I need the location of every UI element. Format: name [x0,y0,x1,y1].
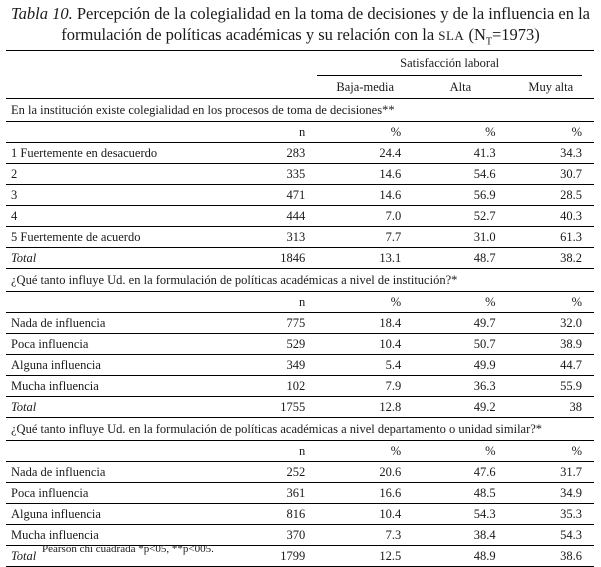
cell-alta: 31.0 [413,227,507,248]
cell-alta: 52.7 [413,206,507,227]
table-row [6,227,594,248]
col-header-baja-media: Baja-media [336,80,395,94]
cell-alta: 54.6 [413,164,507,185]
cell-alta: 49.9 [413,355,507,376]
cell-baja-media: 7.9 [317,376,413,397]
cell-alta: 47.6 [413,462,507,483]
cell-muy-alta: 34.9 [508,483,594,504]
cell-muy-alta: 38.9 [508,334,594,355]
table-row [6,206,594,227]
units-row [6,441,594,462]
row-label: Alguna influencia [6,355,236,376]
row-label: Mucha influencia [6,525,236,546]
row-label: Nada de influencia [6,462,236,483]
cell-baja-media: 10.4 [317,504,413,525]
cell-baja-media: 12.5 [317,546,413,567]
section-title-row [6,99,594,122]
data-table [6,50,594,567]
unit-label: n [236,441,317,462]
row-label: Poca influencia [6,483,236,504]
cell-n: 529 [236,334,317,355]
units-row [6,122,594,143]
row-label: Nada de influencia [6,313,236,334]
cell-n: 349 [236,355,317,376]
cell-baja-media: 5.4 [317,355,413,376]
unit-label: % [508,292,594,313]
header-group-row [6,51,594,77]
row-label: Mucha influencia [6,376,236,397]
row-label: 4 [6,206,236,227]
total-row [6,397,594,418]
cell-n: 370 [236,525,317,546]
unit-label: % [317,292,413,313]
footnote: Pearson chi cuadrada *p<05, **p<005. [42,543,214,555]
units-row [6,292,594,313]
cell-n: 1755 [236,397,317,418]
section-title-row [6,418,594,441]
table-caption [0,3,601,52]
cell-n: 471 [236,185,317,206]
row-label: Total [6,546,236,567]
caption-sla: SLA [438,28,465,43]
table-row [6,355,594,376]
table-row [6,504,594,525]
cell-alta: 54.3 [413,504,507,525]
cell-baja-media: 7.0 [317,206,413,227]
unit-label: % [508,122,594,143]
cell-n: 1799 [236,546,317,567]
cell-n: 444 [236,206,317,227]
table-row [6,483,594,504]
cell-alta: 50.7 [413,334,507,355]
cell-baja-media: 13.1 [317,248,413,269]
cell-baja-media: 20.6 [317,462,413,483]
col-header-alta: Alta [449,80,472,94]
unit-label: n [236,122,317,143]
cell-muy-alta: 38 [508,397,594,418]
table-row [6,185,594,206]
row-label: Poca influencia [6,334,236,355]
cell-n: 335 [236,164,317,185]
unit-label: % [413,441,507,462]
row-label: Total [6,248,236,269]
cell-muy-alta: 54.3 [508,525,594,546]
row-label: 5 Fuertemente de acuerdo [6,227,236,248]
cell-alta: 56.9 [413,185,507,206]
cell-muy-alta: 40.3 [508,206,594,227]
cell-alta: 48.7 [413,248,507,269]
cell-alta: 49.7 [413,313,507,334]
table-row [6,313,594,334]
cell-n: 283 [236,143,317,164]
table-row [6,164,594,185]
caption-text-1: Percepción de la colegialidad en la toma de decisiones y de la influencia en la [76,4,590,23]
unit-label: % [413,122,507,143]
cell-n: 816 [236,504,317,525]
cell-muy-alta: 35.3 [508,504,594,525]
unit-label: % [317,441,413,462]
caption-line-2 [0,24,601,52]
row-label: 2 [6,164,236,185]
cell-muy-alta: 30.7 [508,164,594,185]
cell-alta: 41.3 [413,143,507,164]
table-row [6,334,594,355]
caption-n-sub: T [485,36,492,48]
cell-n: 252 [236,462,317,483]
section-title-row [6,269,594,292]
cell-baja-media: 7.7 [317,227,413,248]
table-row [6,462,594,483]
cell-baja-media: 24.4 [317,143,413,164]
col-header-muy-alta: Muy alta [528,80,574,94]
caption-text-2: formulación de políticas académicas y su relación con la [61,25,435,44]
cell-muy-alta: 61.3 [508,227,594,248]
cell-alta: 49.2 [413,397,507,418]
cell-alta: 36.3 [413,376,507,397]
unit-label: % [317,122,413,143]
total-row [6,248,594,269]
cell-muy-alta: 38.6 [508,546,594,567]
cell-muy-alta: 31.7 [508,462,594,483]
unit-label: % [508,441,594,462]
cell-muy-alta: 34.3 [508,143,594,164]
cell-n: 775 [236,313,317,334]
caption-n-value: =1973) [491,25,540,44]
section-title: ¿Qué tanto influye Ud. en la formulación de políticas académicas a nivel de institución?* [6,269,594,292]
cell-alta: 48.9 [413,546,507,567]
cell-baja-media: 12.8 [317,397,413,418]
row-label: Alguna influencia [6,504,236,525]
cell-baja-media: 16.6 [317,483,413,504]
unit-label: n [236,292,317,313]
row-label: Total [6,397,236,418]
cell-baja-media: 10.4 [317,334,413,355]
cell-baja-media: 18.4 [317,313,413,334]
cell-muy-alta: 32.0 [508,313,594,334]
header-group-label: Satisfacción laboral [317,51,582,76]
table-row [6,376,594,397]
cell-n: 102 [236,376,317,397]
cell-n: 313 [236,227,317,248]
cell-baja-media: 14.6 [317,185,413,206]
section-title: ¿Qué tanto influye Ud. en la formulación de políticas académicas a nivel departamento o unidad similar?* [6,418,594,441]
cell-muy-alta: 28.5 [508,185,594,206]
cell-alta: 38.4 [413,525,507,546]
unit-label: % [413,292,507,313]
cell-n: 1846 [236,248,317,269]
caption-line-1 [0,3,601,24]
cell-muy-alta: 44.7 [508,355,594,376]
cell-n: 361 [236,483,317,504]
header-columns-row [6,76,594,99]
row-label: 3 [6,185,236,206]
cell-muy-alta: 38.2 [508,248,594,269]
cell-muy-alta: 55.9 [508,376,594,397]
row-label: 1 Fuertemente en desacuerdo [6,143,236,164]
caption-n: (N [468,25,486,44]
caption-label: Tabla 10. [11,4,73,23]
cell-alta: 48.5 [413,483,507,504]
section-title: En la institución existe colegialidad en los procesos de toma de decisiones** [6,99,594,122]
table-row [6,143,594,164]
cell-baja-media: 14.6 [317,164,413,185]
cell-baja-media: 7.3 [317,525,413,546]
